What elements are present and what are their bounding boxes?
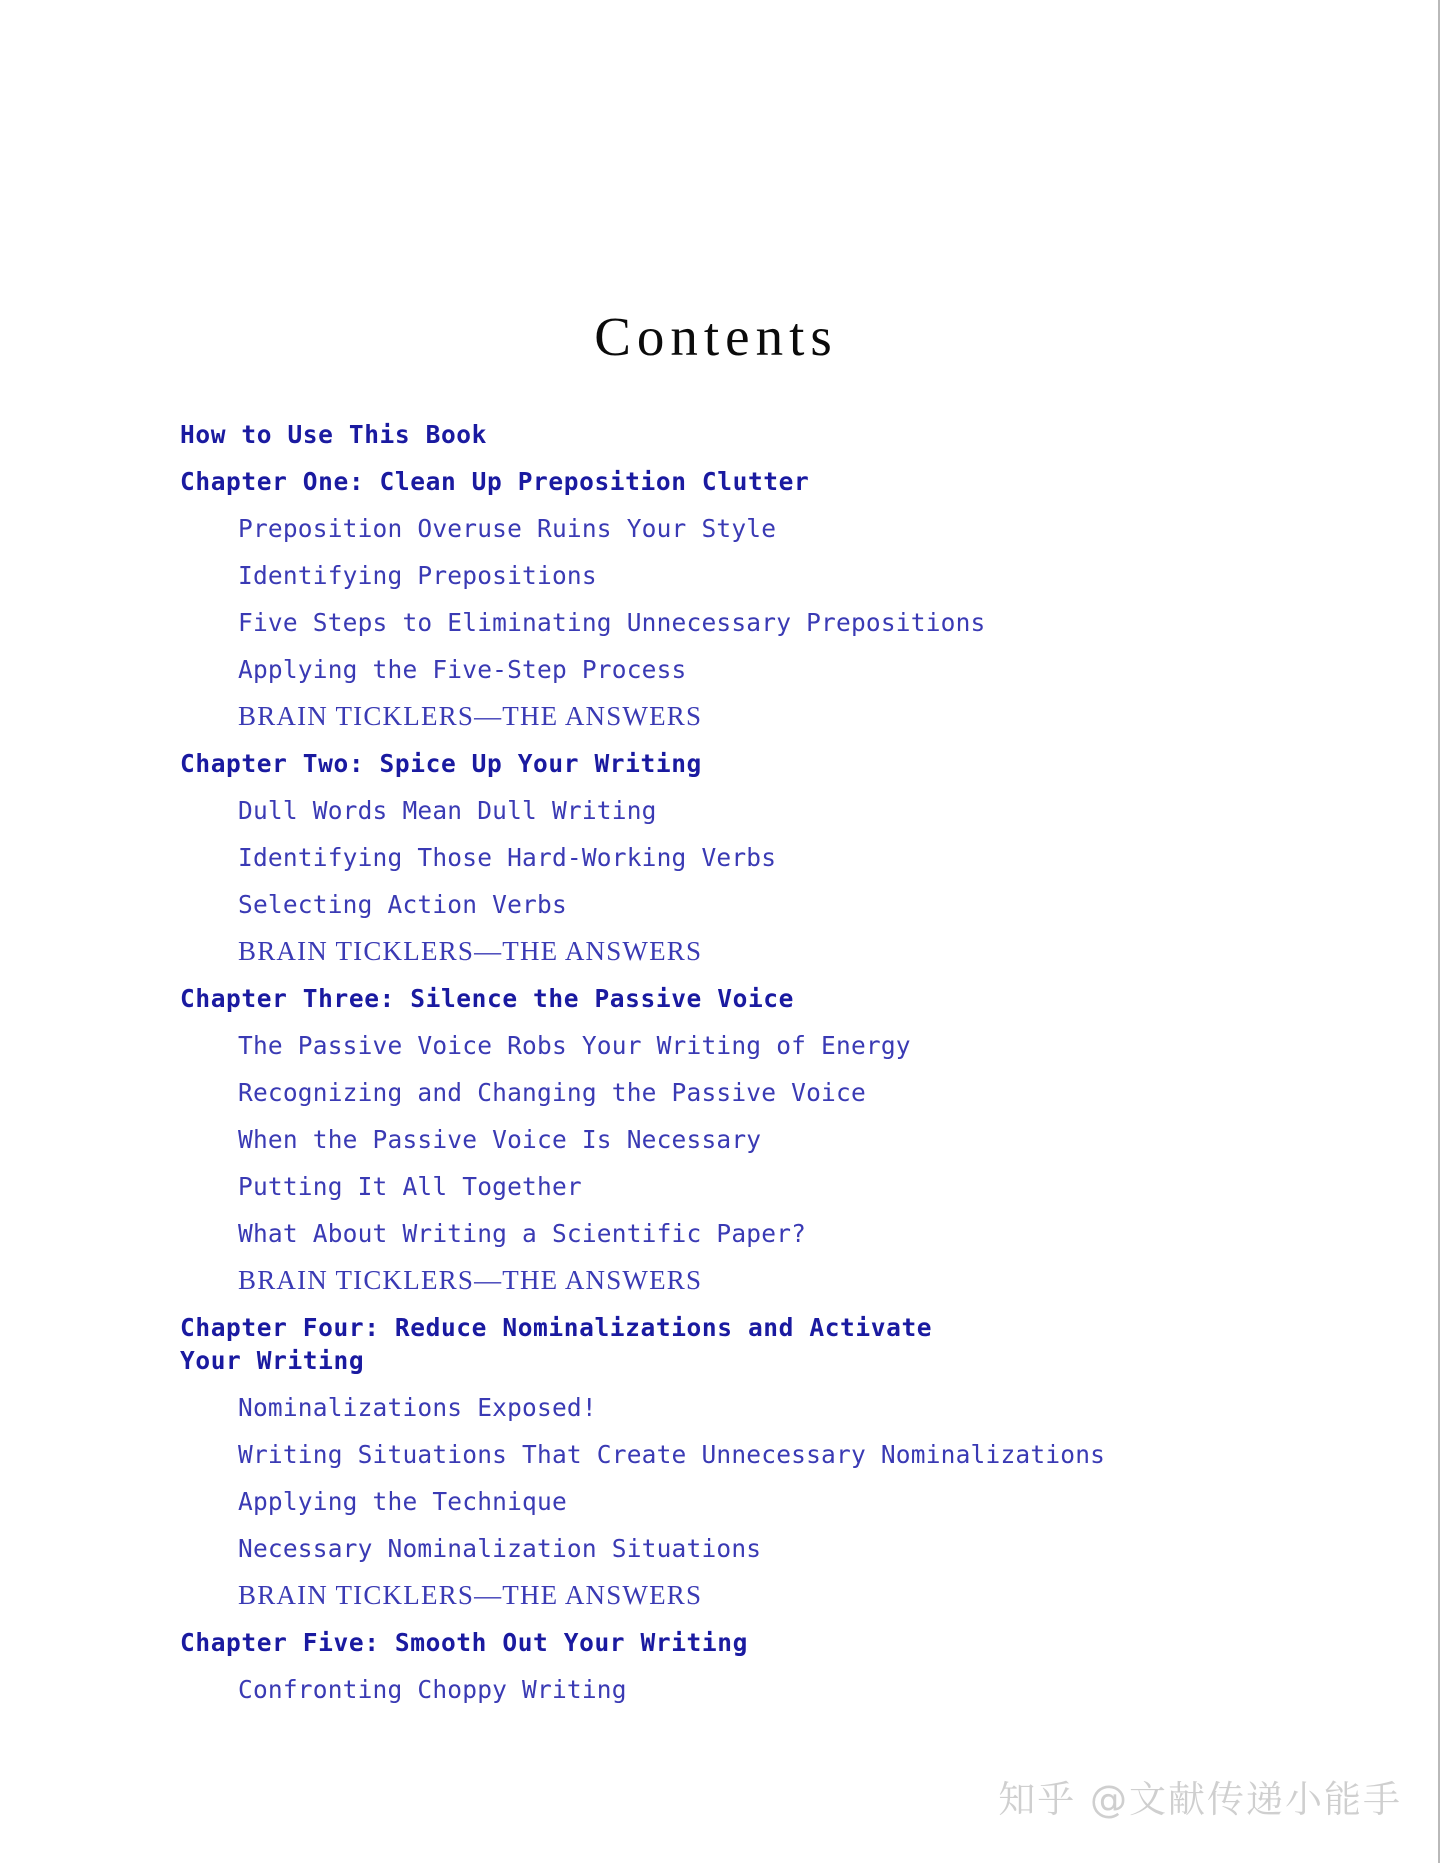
toc-chapter-entry[interactable]: Chapter Five: Smooth Out Your Writing bbox=[180, 1628, 748, 1657]
toc-chapter-entry[interactable]: Chapter Four: Reduce Nominalizations and Activate Your Writing bbox=[180, 1313, 933, 1375]
toc-section-entry[interactable]: Writing Situations That Create Unnecessary Nominalizations bbox=[238, 1440, 1106, 1469]
toc-chapter-entry[interactable]: Chapter Two: Spice Up Your Writing bbox=[180, 749, 702, 778]
table-of-contents-list bbox=[180, 411, 1355, 1713]
toc-section-entry[interactable]: When the Passive Voice Is Necessary bbox=[238, 1125, 762, 1154]
toc-chapter-entry[interactable]: How to Use This Book bbox=[180, 420, 488, 449]
toc-section-entry[interactable]: Confronting Choppy Writing bbox=[238, 1675, 627, 1704]
toc-section-entry[interactable]: Recognizing and Changing the Passive Voice bbox=[238, 1078, 866, 1107]
toc-chapter-entry[interactable]: Chapter One: Clean Up Preposition Clutter bbox=[180, 467, 810, 496]
toc-section-entry[interactable]: BRAIN TICKLERS—THE ANSWERS bbox=[238, 1580, 703, 1610]
toc-section-entry[interactable]: Selecting Action Verbs bbox=[238, 890, 567, 919]
toc-section-entry[interactable]: Applying the Technique bbox=[238, 1487, 567, 1516]
toc-section-entry[interactable]: BRAIN TICKLERS—THE ANSWERS bbox=[238, 936, 703, 966]
toc-section-entry[interactable]: BRAIN TICKLERS—THE ANSWERS bbox=[238, 701, 703, 731]
toc-section-entry[interactable]: Identifying Prepositions bbox=[238, 561, 597, 590]
toc-section-entry[interactable]: Preposition Overuse Ruins Your Style bbox=[238, 514, 777, 543]
toc-section-entry[interactable]: Dull Words Mean Dull Writing bbox=[238, 796, 657, 825]
toc-section-entry[interactable]: The Passive Voice Robs Your Writing of Energy bbox=[238, 1031, 911, 1060]
toc-chapter-entry[interactable]: Chapter Three: Silence the Passive Voice bbox=[180, 984, 795, 1013]
watermark: 知乎 @文献传递小能手 bbox=[998, 1778, 1402, 1821]
toc-section-entry[interactable]: Applying the Five-Step Process bbox=[238, 655, 687, 684]
page-title: Contents bbox=[594, 305, 838, 367]
toc-section-entry[interactable]: Putting It All Together bbox=[238, 1172, 582, 1201]
toc-section-entry[interactable]: What About Writing a Scientific Paper? bbox=[238, 1219, 807, 1248]
toc-section-entry[interactable]: Nominalizations Exposed! bbox=[238, 1393, 597, 1422]
toc-section-entry[interactable]: Identifying Those Hard-Working Verbs bbox=[238, 843, 777, 872]
toc-section-entry[interactable]: BRAIN TICKLERS—THE ANSWERS bbox=[238, 1265, 703, 1295]
toc-section-entry[interactable]: Necessary Nominalization Situations bbox=[238, 1534, 762, 1563]
toc-section-entry[interactable]: Five Steps to Eliminating Unnecessary Prepositions bbox=[238, 608, 986, 637]
